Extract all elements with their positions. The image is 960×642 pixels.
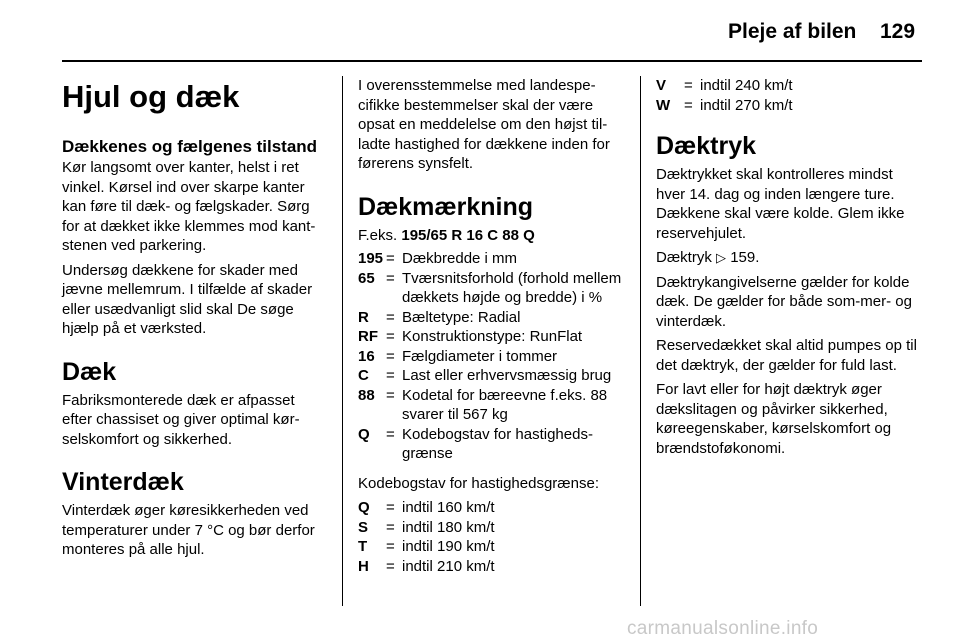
paragraph: Vinterdæk øger køresikkerheden ved temperaturer under 7 °C og bør derfor monteres på alle hjul.: [62, 502, 315, 559]
section-title-winter-tires: Vinterdæk: [62, 468, 184, 497]
definition-row: [358, 269, 624, 308]
column-divider: [640, 76, 641, 606]
def-value: Kodebogstav for hastigheds-grænse: [402, 425, 593, 462]
column-2: [358, 76, 624, 586]
chapter-heading: Hjul og dæk: [62, 79, 240, 114]
definition-row: [358, 347, 624, 367]
speed-code-intro: Kodebogstav for hastighedsgrænse:: [358, 474, 599, 492]
header-title: Pleje af bilen: [728, 20, 857, 43]
def-key: 195: [358, 250, 384, 267]
marking-definitions: [358, 249, 624, 464]
cross-reference: [656, 248, 924, 268]
section-title-tires: Dæk: [62, 357, 117, 386]
definition-row: [358, 327, 624, 347]
speed-code-list: [358, 498, 624, 576]
paragraph: For lavt eller for højt dæktryk øger dækslitagen og påvirker sikkerhed, køreegenskaber, kørselskomfort og brændstoføkonomi.: [656, 381, 892, 457]
speed-row: [656, 96, 924, 116]
page-header: [0, 0, 960, 60]
section-winter-tires: [62, 467, 326, 560]
def-key: 65: [358, 269, 375, 287]
paragraph: I overensstemmelse med landespe-cifikke bestemmelser skal der være opsat en meddelelse om den højst til-ladte hastighed for dækkene inden for førerens synsfelt.: [358, 77, 610, 172]
def-value: Bæltetype: Radial: [402, 308, 521, 326]
paragraph: Dæktrykangivelserne gælder for kolde dæk. De gælder for både som-mer- og vinterdæk.: [656, 273, 912, 330]
def-equals: =: [386, 269, 395, 287]
definition-row: [358, 425, 624, 464]
speed-value: indtil 190 km/t: [402, 538, 495, 555]
column-1: [62, 76, 326, 565]
def-value: Dækbredde i mm: [402, 250, 518, 267]
speed-equals: =: [386, 518, 395, 536]
example-code: 195/65 R 16 C 88 Q: [401, 226, 535, 244]
definition-row: [358, 366, 624, 386]
section-tire-marking: [358, 192, 624, 577]
speed-row: [358, 498, 624, 518]
def-key: R: [358, 308, 369, 326]
page-reference-icon: ▷: [716, 250, 727, 265]
speed-equals: =: [684, 77, 693, 94]
definition-row: [358, 249, 624, 269]
def-key: C: [358, 367, 369, 384]
paragraph: Dæktrykket skal kontrolleres mindst hver 14. dag og inden længere ture. Dækkene skal være kolde. Glem ikke reservehjulet.: [656, 166, 905, 242]
paragraph: Undersøg dækkene for skader med jævne mellemrum. I tilfælde af skader eller usædvanligt slid skal De søge hjælp på et værksted.: [62, 261, 313, 338]
section-tire-pressure: [656, 131, 924, 458]
section-title-tire-pressure: Dæktryk: [656, 132, 757, 160]
speed-equals: =: [386, 557, 395, 575]
def-key: 16: [358, 347, 375, 365]
example-prefix: F.eks.: [358, 226, 398, 244]
speed-value: indtil 160 km/t: [402, 499, 495, 516]
def-key: Q: [358, 425, 370, 443]
def-equals: =: [386, 308, 395, 326]
speed-value: indtil 210 km/t: [402, 557, 495, 575]
def-equals: =: [386, 347, 395, 365]
page-number: 129: [880, 20, 916, 43]
definition-row: [358, 386, 624, 425]
section-tires: [62, 357, 326, 450]
speed-value: indtil 180 km/t: [402, 518, 495, 536]
speed-key: V: [656, 77, 667, 94]
def-equals: =: [386, 386, 395, 404]
speed-value: indtil 240 km/t: [700, 77, 793, 94]
definition-row: [358, 308, 624, 328]
watermark: carmanualsonline.info: [627, 618, 819, 639]
column-divider: [342, 76, 343, 606]
speed-value: indtil 270 km/t: [700, 96, 793, 114]
paragraph: Reservedækket skal altid pumpes op til det dæktryk, der gælder for fuld last.: [656, 337, 917, 374]
def-equals: =: [386, 328, 395, 345]
speed-row: [358, 557, 624, 577]
ref-page-link[interactable]: 159.: [730, 249, 760, 266]
def-value: Tværsnitsforhold (forhold mellem dækkets højde og bredde) i %: [402, 269, 622, 306]
speed-key: H: [358, 557, 369, 575]
speed-key: S: [358, 518, 369, 536]
def-key: RF: [358, 328, 378, 345]
speed-row: [358, 518, 624, 538]
speed-key: W: [656, 96, 671, 114]
speed-equals: =: [684, 96, 693, 114]
def-equals: =: [386, 367, 395, 384]
def-value: Last eller erhvervsmæssig brug: [402, 367, 612, 384]
speed-row: [656, 76, 924, 96]
def-equals: =: [386, 425, 395, 443]
column-3: [656, 76, 924, 463]
def-value: Fælgdiameter i tommer: [402, 347, 558, 365]
speed-equals: =: [386, 499, 395, 516]
paragraph: Kør langsomt over kanter, helst i ret vinkel. Kørsel ind over skarpe kanter kan føre til dæk- og fælgskader. Sørg for at dækket ikke klemmes mod kant-stenen ved parkering.: [62, 159, 316, 255]
speed-equals: =: [386, 538, 395, 555]
def-key: 88: [358, 386, 375, 404]
header-divider: [62, 60, 922, 62]
section-title-tire-marking: Dækmærkning: [358, 192, 534, 221]
paragraph: Fabriksmonterede dæk er afpasset efter chassiset og giver optimal kør-selskomfort og sikkerhed.: [62, 391, 300, 448]
marking-example: [358, 226, 624, 246]
def-equals: =: [386, 250, 395, 267]
speed-row: [358, 537, 624, 557]
def-value: Kodetal for bæreevne f.eks. 88 svarer til 567 kg: [402, 386, 608, 423]
ref-text: Dæktryk: [656, 249, 712, 266]
speed-key: T: [358, 538, 368, 555]
speed-code-list-continued: [656, 76, 924, 115]
section-title-tire-condition: Dækkenes og fælgenes tilstand: [62, 137, 318, 157]
speed-key: Q: [358, 499, 370, 516]
def-value: Konstruktionstype: RunFlat: [402, 328, 583, 345]
